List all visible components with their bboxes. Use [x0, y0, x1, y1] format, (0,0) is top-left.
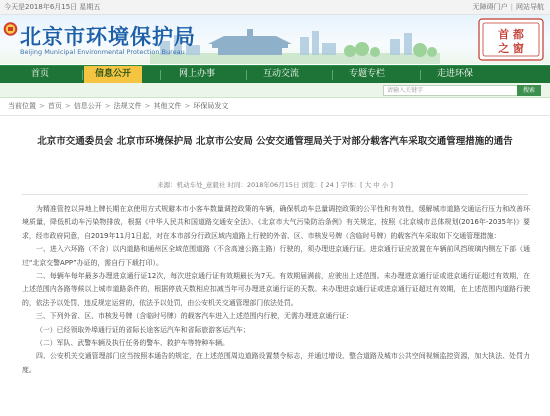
nav-separator [420, 70, 421, 80]
bureau-emblem-icon [3, 21, 18, 37]
current-date: 今天是2018年6月15日 星期五 [4, 3, 101, 11]
article-paragraph: 四、公安机关交通管理部门应当按照本通告的规定，在上述范围周边道路设置禁令标志，并通过增设、整合道路及城市公共空间视频监控资源，加大执法、处罚力度。 [22, 352, 530, 374]
article-paragraph: 三、下列外省、区、市核发号牌（含临时号牌）的载客汽车进入上述范围内行驶，无需办理进京通行证： [36, 312, 353, 321]
breadcrumb-separator: > [104, 102, 111, 110]
breadcrumb-home[interactable]: 首页 [47, 102, 62, 110]
article-meta: 来源：机动车处_意毅社 时间：2018年06月15日 浏览：[ 24 ] 字体：[ 大 中 小 ] [157, 181, 393, 189]
site-subtitle-english: Beijing Municipal Environmental Protection Bureau [20, 48, 185, 56]
search-button[interactable]: 搜索 [517, 85, 541, 96]
nav-info-disclosure[interactable]: 信息公开 [84, 66, 142, 83]
nav-home[interactable]: 首页 [30, 69, 49, 79]
search-input[interactable]: 请输入关键字 [383, 85, 519, 96]
breadcrumb-regulations[interactable]: 法规文件 [113, 102, 142, 110]
nav-about-bureau[interactable]: 走进环保 [436, 69, 473, 79]
main-navigation [0, 65, 550, 83]
breadcrumb-prefix: 当前位置 [8, 102, 36, 110]
article-paragraph: （一）已经领取外埠通行证的省际长途客运汽车和省际旅游客运汽车； [36, 325, 250, 334]
accessibility-link[interactable]: 无障碍门户 [472, 3, 508, 11]
nav-separator [246, 70, 247, 80]
article-body [22, 203, 530, 377]
site-banner [0, 15, 550, 64]
article-paragraph: （二）军队、武警车辆及执行任务的警车、救护车等特种车辆。 [36, 339, 229, 348]
breadcrumb-info-disclosure[interactable]: 信息公开 [73, 102, 102, 110]
article-meta-divider [22, 194, 528, 195]
search-bar-row [0, 83, 550, 98]
nav-separator [160, 70, 161, 80]
svg-text:首 都: 首 都 [498, 28, 524, 41]
nav-special-topics[interactable]: 专题专栏 [348, 69, 385, 79]
article-paragraph: 一、进入六环路（不含）以内道路和通州区全域范围道路（不含高速公路主路）行驶的，须办理进京通行证。进京通行证应放置在车辆前风挡玻璃内侧左下部（通过“北京交警APP”办证的，需自行下载打印）。 [22, 245, 530, 267]
breadcrumb [8, 101, 228, 111]
capital-window-seal-logo[interactable] [478, 18, 544, 61]
nav-separator [82, 70, 83, 80]
breadcrumb-separator: > [64, 102, 71, 110]
svg-text:之 窗: 之 窗 [498, 42, 524, 55]
utility-links [473, 0, 544, 14]
article-paragraph: 为精准管控以异地上牌长期在京使用方式规避本市小客车数量调控政策的车辆，确保机动车总量调控政策的公平性和有效性，缓解城市道路交通运行压力和改善环境质量，降低机动车污染物排放，根据《中华人民共和国道路交通安全法》、《北京市大气污染防治条例》有关规定，按照《北京城市总体规划(2016年-2035年)》要求，经市政府同意，自2019年11月1日起，对在本市部分行政区域内道路上行驶的外省、区、市核发号牌（含临时号牌）的载客汽车采取如下交通管理措施： [22, 205, 530, 240]
breadcrumb-separator: > [184, 102, 191, 110]
article-title: 北京市交通委员会 北京市环境保护局 北京市公安局 公安交通管理局关于对部分载客汽车采取交通管理措施的通告 [37, 136, 513, 147]
breadcrumb-separator: > [39, 102, 45, 110]
site-map-link[interactable]: 网站导航 [516, 3, 544, 11]
top-utility-bar [0, 0, 550, 15]
link-separator: | [510, 3, 513, 11]
breadcrumb-separator: > [144, 102, 151, 110]
breadcrumb-other-documents[interactable]: 其他文件 [153, 102, 182, 110]
site-title[interactable]: 北京市环境保护局 [20, 25, 196, 49]
breadcrumb-bureau-documents[interactable]: 环保局发文 [193, 102, 229, 110]
breadcrumb-divider [0, 115, 550, 116]
article-paragraph: 二、每辆车每年最多办理进京通行证12次，每次进京通行证有效期最长为7天。有效期届满前，应驶出上述范围。未办理进京通行证或进京通行证超过有效期，在上述范围内各路等候以上城市道路条件的，根据停放天数相应扣减当年可办理进京通行证的天数。未办理进京通行证或进京通行证超过有效期，在上述范围内道路行驶的，依法予以处罚，违反规定运营的，依法予以处罚，由公安机关交通管理部门依法处罚。 [22, 272, 530, 307]
nav-separator [332, 70, 333, 80]
nav-interaction[interactable]: 互动交流 [262, 69, 299, 79]
nav-online-services[interactable]: 网上办事 [178, 69, 215, 79]
